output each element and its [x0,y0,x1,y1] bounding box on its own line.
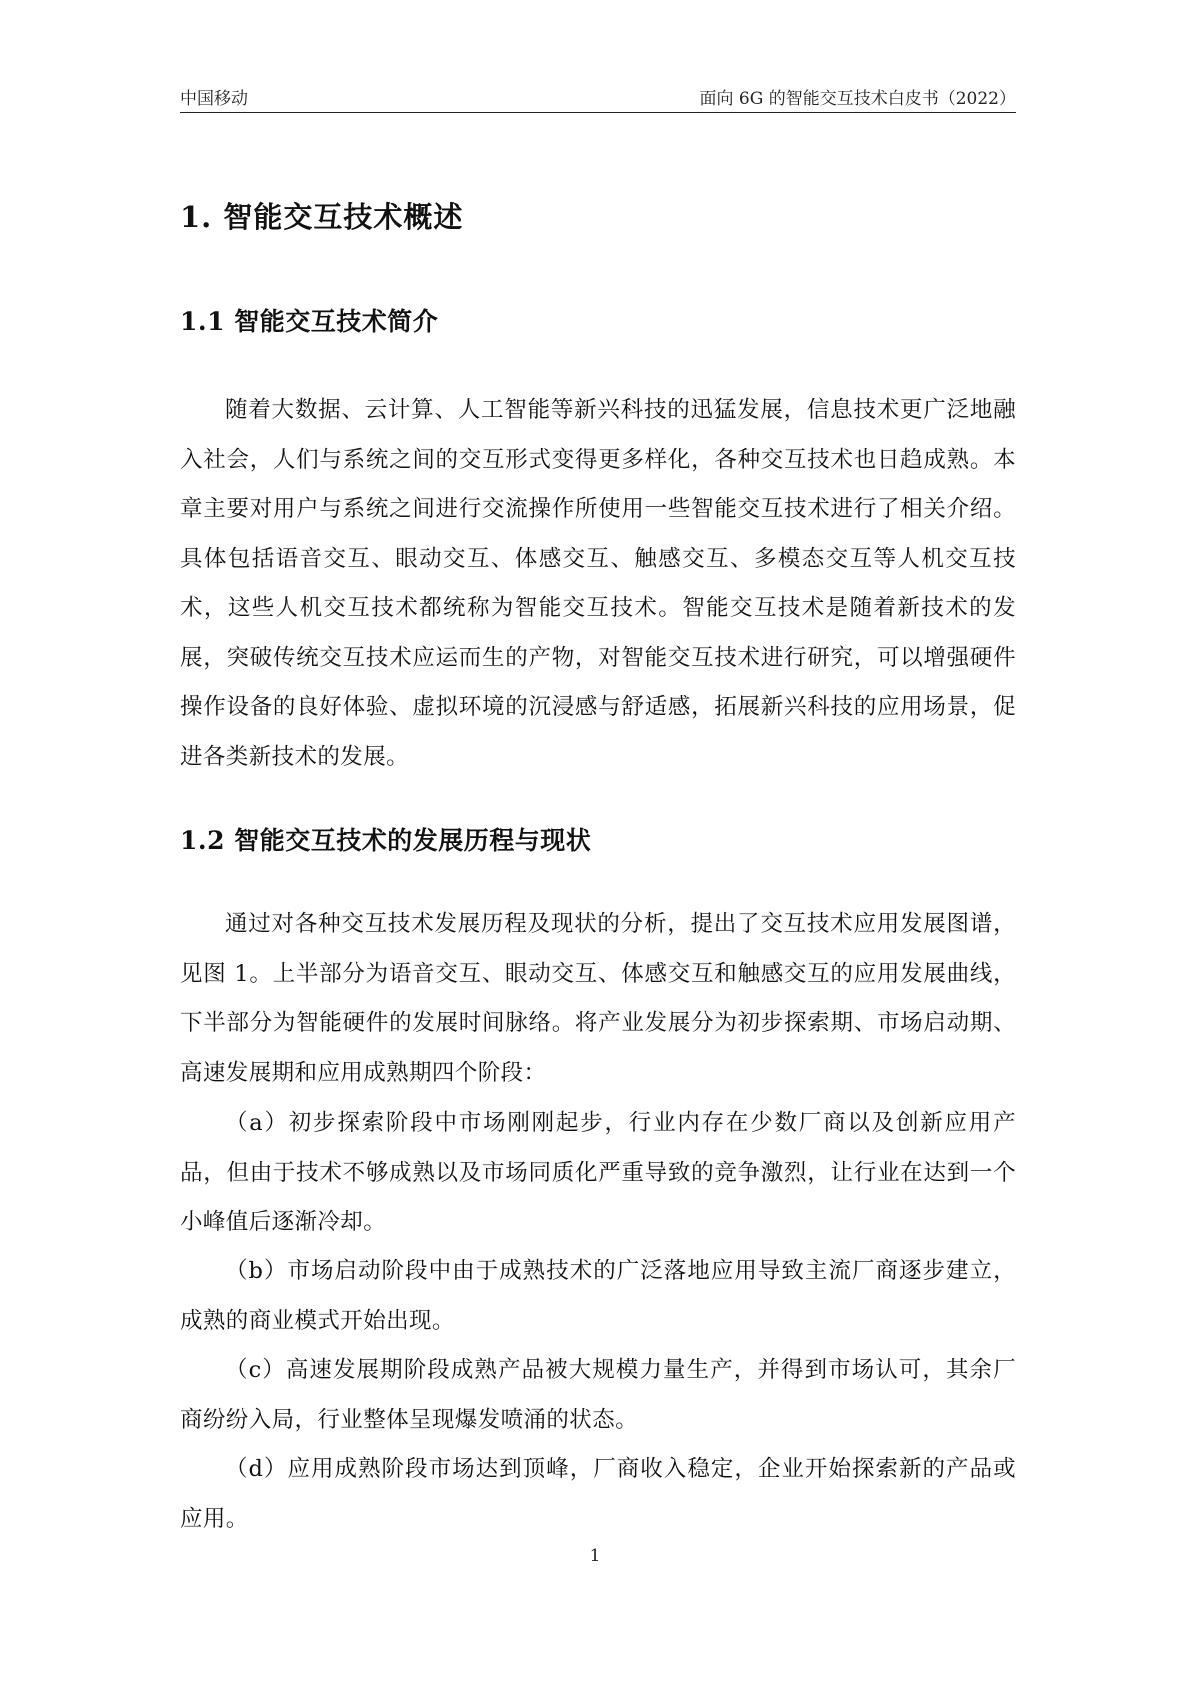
section-title-1-1: 1.1 智能交互技术简介 [180,307,439,336]
page-number: 1 [589,1546,601,1566]
section-title-1-2: 1.2 智能交互技术的发展历程与现状 [180,826,592,855]
stage-a-paragraph: （a）初步探索阶段中市场刚刚起步，行业内存在少数厂商以及创新应用产品，但由于技术不够成熟以及市场同质化严重导致的竞争激烈，让行业在达到一个小峰值后逐渐冷却。 [180,1110,1016,1235]
header-org: 中国移动 [180,89,248,109]
section-1-1-paragraph: 随着大数据、云计算、人工智能等新兴科技的迅猛发展，信息技术更广泛地融入社会，人们与系统之间的交互形式变得更多样化，各种交互技术也日趋成熟。本章主要对用户与系统之间进行交流操作所使用一些智能交互技术进行了相关介绍。具体包括语音交互、眼动交互、体感交互、触感交互、多模态交互等人机交互技术，这些人机交互技术都统称为智能交互技术。智能交互技术是随着新技术的发展，突破传统交互技术应运而生的产物，对智能交互技术进行研究，可以增强硬件操作设备的良好体验、虚拟环境的沉浸感与舒适感，拓展新兴科技的应用场景，促进各类新技术的发展。 [180,397,1016,770]
chapter-title: 1. 智能交互技术概述 [180,200,464,234]
stage-c-paragraph: （c）高速发展期阶段成熟产品被大规模力量生产，并得到市场认可，其余厂商纷纷入局，行业整体呈现爆发喷涌的状态。 [180,1357,1016,1433]
page-header [180,78,1016,113]
stage-b-paragraph: （b）市场启动阶段中由于成熟技术的广泛落地应用导致主流厂商逐步建立，成熟的商业模式开始出现。 [180,1258,1016,1334]
section-1-2-intro-paragraph: 通过对各种交互技术发展历程及现状的分析，提出了交互技术应用发展图谱，见图 1。上半部分为语音交互、眼动交互、体感交互和触感交互的应用发展曲线，下半部分为智能硬件的发展时间脉络。将产业发展分为初步探索期、市场启动期、高速发展期和应用成熟期四个阶段： [180,911,1016,1086]
header-doc-title: 面向 6G 的智能交互技术白皮书（2022） [699,89,1016,109]
stage-d-paragraph: （d）应用成熟阶段市场达到顶峰，厂商收入稳定，企业开始探索新的产品或应用。 [180,1456,1016,1532]
